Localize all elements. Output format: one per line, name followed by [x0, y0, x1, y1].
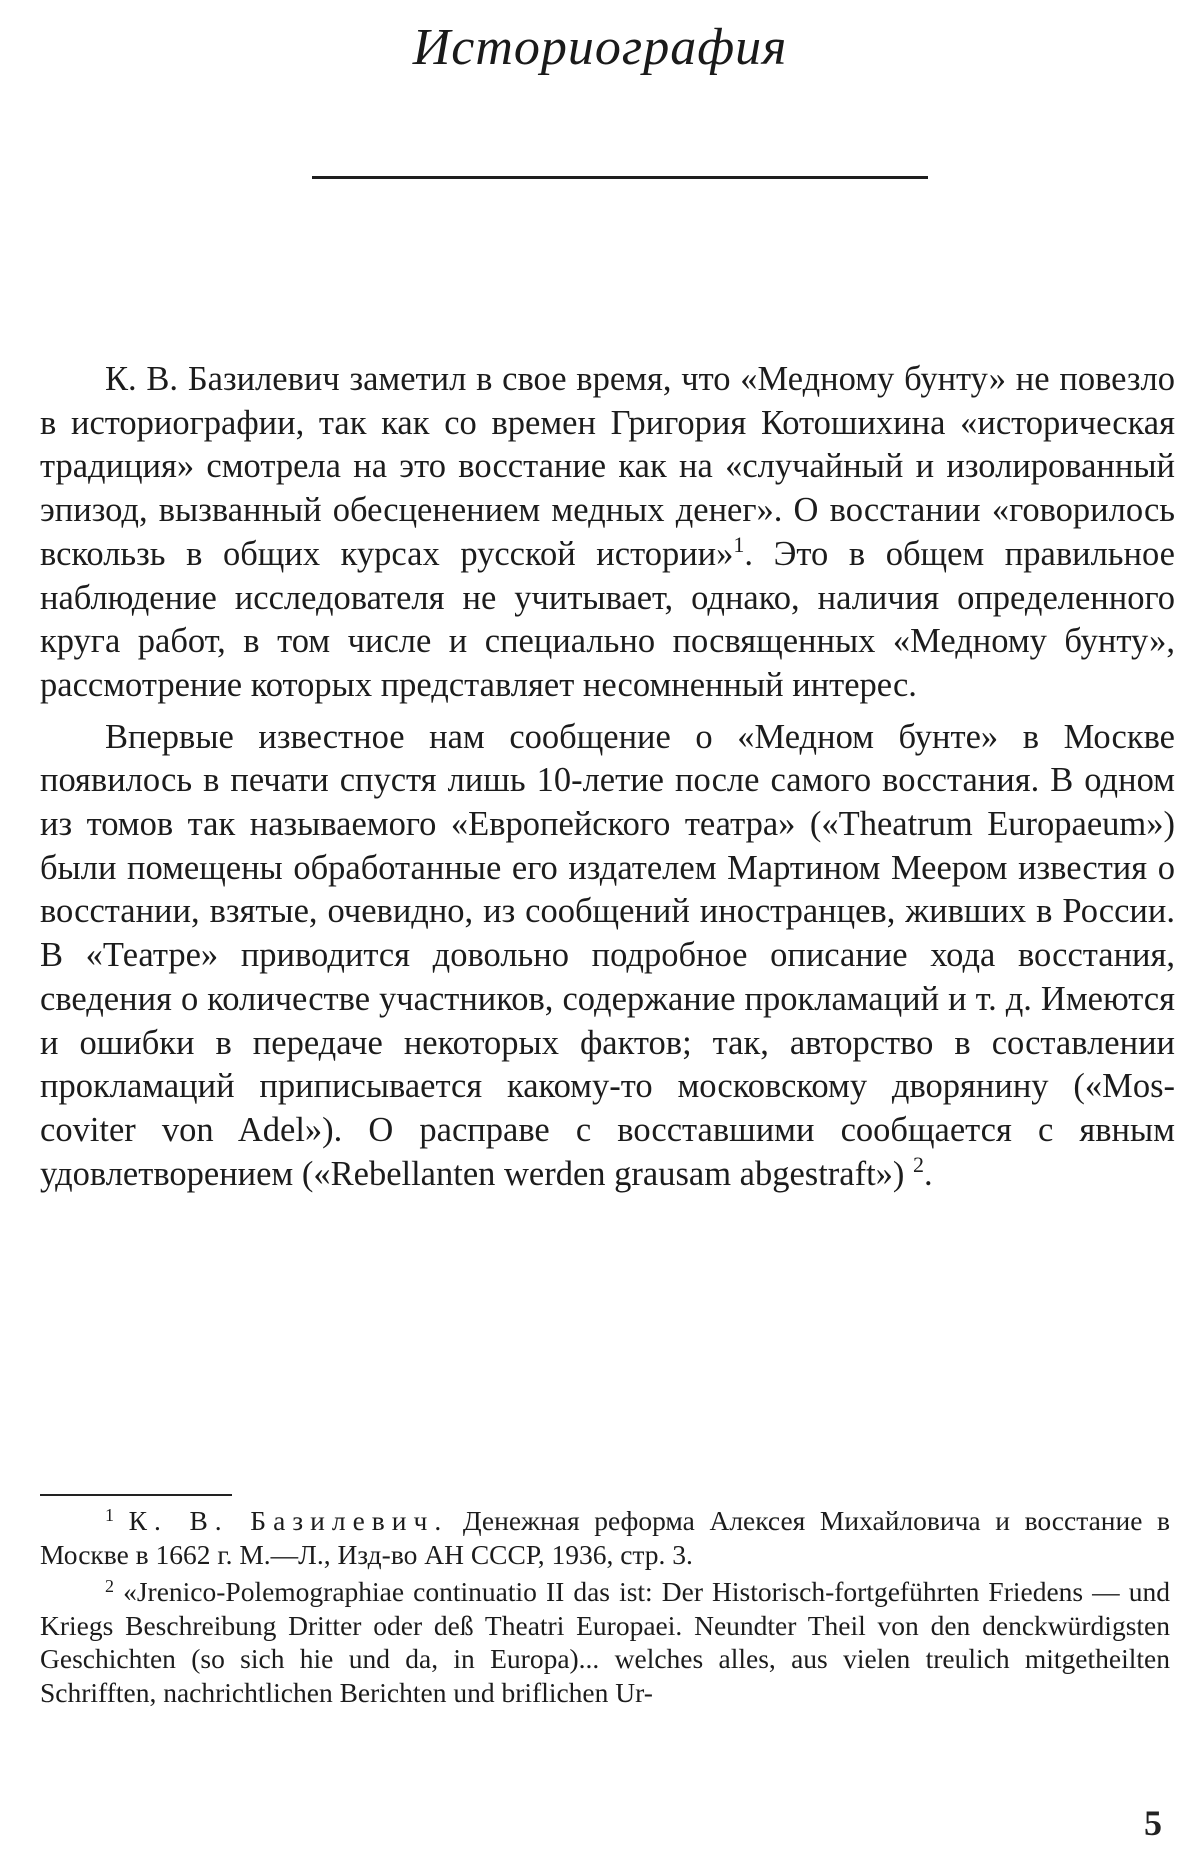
footnote-2: [40, 1575, 1170, 1709]
paragraph-1-text-b: . Это в общем правильное наблюдение исследователя не учитывает, однако, наличия определенного круга работ, в том числе и специально посвященных «Медному бунту», рассмотрение которых представляет несомненный интерес.: [40, 534, 1175, 704]
paragraph-2-text-a: Впервые известное нам сообщение о «Медном бунте» в Москве появилось в печати спустя лишь 10-летие после самого восстания. В одном из томов так называемого «Европейского театра» («Theatrum Europaeum») были помещены обработанные его издателем Мартином Меером известия о восстании, взятые, очевидно, из сообщений иностранцев, живших в России. В «Театре» приводится довольно подробное описание хода восстания, сведения о количестве участников, содержание прокламаций и т. д. Имеются и ошибки в передаче некоторых фактов; так, авторство в составлении прокламаций приписывается какому-то московскому дворянину («Moscoviter von Adel»). О расправе с восставшими сообщается с явным удовлетворением («Rebellanten werden grausam abgestraft»): [40, 717, 1175, 1193]
footnote-ref-1: 1: [733, 531, 745, 557]
body-text: [40, 358, 1175, 1196]
paragraph-2: [40, 716, 1175, 1197]
footnote-1-mark: 1: [105, 1505, 114, 1525]
footnote-2-text: «Jrenico-Polemographiae continuatio II das ist: Der Historisch-fortgeführten Friedens — und Kriegs Beschreibung Dritter oder deß Theatri Europaei. Neundter Theil von den denckwürdigsten Geschichten (so sich hie und da, in Europa)... welches alles, aus vielen treulich mitgetheilten Schrifften, nachrichtlichen Berichten und briflichen Ur-: [40, 1576, 1171, 1708]
footnote-1: [40, 1504, 1170, 1571]
page-number: 5: [1144, 1803, 1162, 1843]
paragraph-1-text-a: К. В. Базилевич заметил в свое время, что «Медному бунту» не повезло в историографии, так как со времен Григория Котошихина «историческая традиция» смотрела на это восстание как на «случайный и изолированный эпизод, вызванный обесценением медных денег». О восстании «говорилось вскользь в общих курсах русской истории»: [40, 360, 1175, 573]
title-rule: [312, 176, 928, 179]
footnotes: [40, 1504, 1170, 1709]
footnote-rule: [40, 1494, 232, 1496]
paragraph-2-text-b: .: [924, 1154, 933, 1193]
paragraph-1: [40, 358, 1175, 708]
chapter-title: Историография: [412, 19, 788, 76]
footnote-ref-2: 2: [913, 1151, 925, 1177]
footnote-1-text: Денежная реформа Алексея Михайловича и восстание в Москве в 1662 г. М.—Л., Изд-во АН СССР, 1936, стр. 3.: [40, 1505, 1171, 1570]
footnote-2-mark: 2: [105, 1576, 114, 1596]
footnote-1-author: К. В. Базилевич.: [128, 1505, 449, 1536]
